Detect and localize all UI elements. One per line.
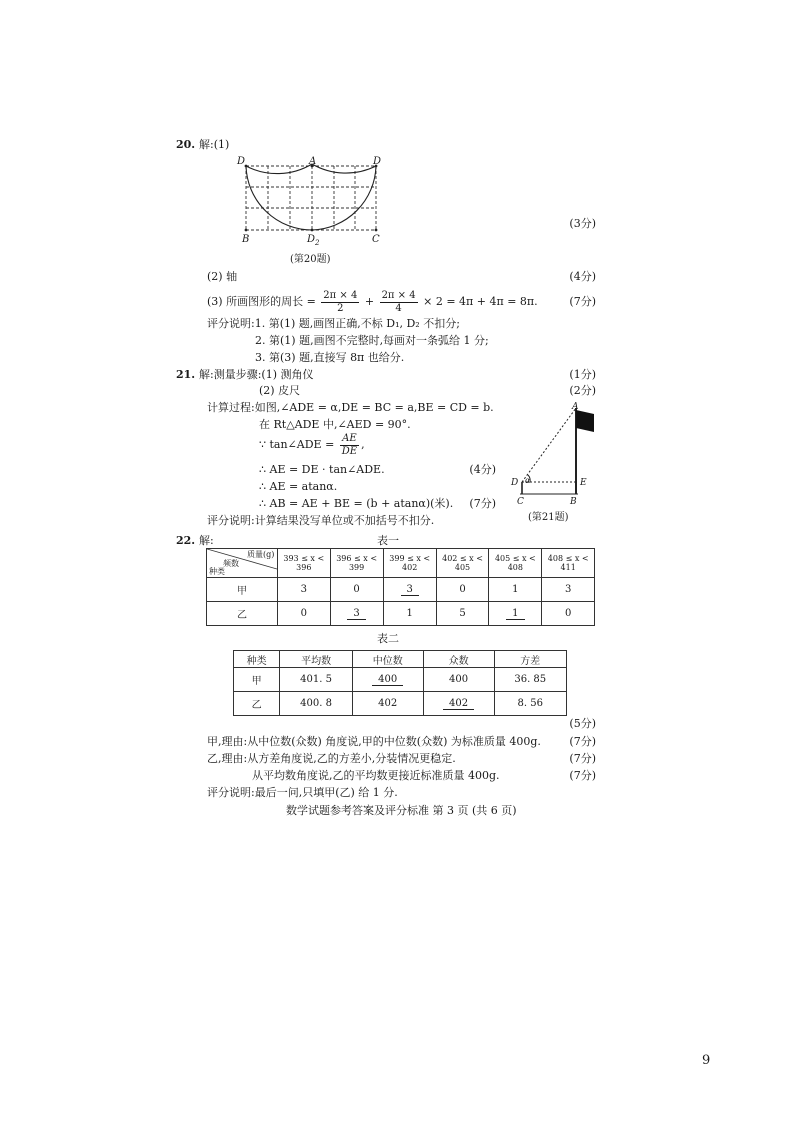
frequency-table [206,548,595,626]
table-row [234,668,567,692]
q21-calc-1: 计算过程:如图,∠ADE = α,DE = BC = a,BE = CD = b. [207,401,494,414]
q22-score-r2: (7分) [569,752,596,765]
table-cell: 0 [542,602,595,626]
statistics-table [233,650,567,716]
q20-score-2: (4分) [569,270,596,283]
q20-note-1: 评分说明:1. 第(1) 题,画图正确,不标 D₁, D₂ 不扣分; [207,317,460,330]
table1-col-6: 408 ≤ x < 411 [542,549,595,578]
q20-label-d-left: D [237,156,246,167]
table1-col-3: 399 ≤ x < 402 [383,549,436,578]
q22-number: 22. [176,534,196,547]
page-number: 9 [702,1053,711,1068]
q21-label-d: D [511,478,519,488]
q22-lead: 解: [199,534,214,547]
q20-score-3: (7分) [569,295,596,308]
q21-label-alpha: α [525,476,531,485]
q21-label-b: B [570,497,577,507]
q21-calc-5: ∴ AE = atanα. [259,480,338,493]
table1-col-5: 405 ≤ x < 408 [489,549,542,578]
q20-number: 20. [176,138,196,151]
table1-row-label: 乙 [207,602,278,626]
q20-label-b: B [242,234,250,245]
table1-col-1: 393 ≤ x < 396 [278,549,331,578]
q21-calc-2: 在 Rt△ADE 中,∠AED = 90°. [259,418,411,431]
table-cell: 400. 8 [280,692,352,716]
q21-score-2: (2分) [569,384,596,397]
q21-calc-3: ∵ tan∠ADE = $\frac{AE}{DE}$ , [259,432,365,457]
q22-reason-2: 乙,理由:从方差角度说,乙的方差小,分装情况更稳定. [207,752,456,765]
table-cell: 0 [278,602,331,626]
table2-header: 平均数 [280,651,352,668]
q21-fraction: $\frac{AE}{DE}$ [341,432,358,457]
table-row [207,602,595,626]
q21-label-a: A [572,402,579,412]
q20-fraction-2: $\frac{2\pi \times 4}{4}$ [381,289,416,314]
q20-part3: (3) 所画图形的周长 = $\frac{2\pi \times 4}{2}$ + $\frac{2\pi \times 4}{4}$ × 2 = 4π + 4π = 8π. [207,289,538,314]
table-cell: 8. 56 [494,692,566,716]
q22-score-tables: (5分) [569,717,596,730]
q20-label-a: A [309,156,317,167]
q20-label-d2: $D_2$ [307,234,320,247]
q20-score-1: (3分) [569,217,596,230]
table-cell: 乙 [234,692,280,716]
table-cell: 0 [330,578,383,602]
table-cell: 5 [436,602,489,626]
q20-figure-caption: (第20题) [290,254,331,265]
q21-score-4: (4分) [469,463,496,476]
table2-header: 方差 [494,651,566,668]
table-cell: 400 [423,668,494,692]
table-cell: 1 [383,602,436,626]
table-cell: 0 [436,578,489,602]
q20-part2: (2) 轴 [207,270,238,283]
q22-score-r3: (7分) [569,769,596,782]
table1-title: 表一 [377,534,399,547]
table-cell: 1 [489,602,542,626]
table-cell: 402 [423,692,494,716]
q20-label-d-right: D [373,156,382,167]
table2-header: 中位数 [352,651,423,668]
table2-header: 众数 [423,651,494,668]
page-footer: 数学试题参考答案及评分标准 第 3 页 (共 6 页) [286,804,517,817]
q21-note: 评分说明:计算结果没写单位或不加括号不扣分. [207,514,435,527]
table2-header: 种类 [234,651,280,668]
table1-header-top: 质量(g) [247,550,275,559]
table1-row-label: 甲 [207,578,278,602]
q20-note-3: 3. 第(3) 题,直接写 8π 也给分. [255,351,405,364]
q20-note-2: 2. 第(1) 题,画图不完整时,每画对一条弧给 1 分; [255,334,489,347]
q22-reason-1: 甲,理由:从中位数(众数) 角度说,甲的中位数(众数) 为标准质量 400g. [207,735,541,748]
table-cell: 3 [542,578,595,602]
q21-number: 21. [176,368,196,381]
table1-col-2: 396 ≤ x < 399 [330,549,383,578]
q21-score-1: (1分) [569,368,596,381]
q21-calc-4: ∴ AE = DE · tan∠ADE. [259,463,385,476]
table2-title: 表二 [377,632,399,645]
q21-label-e: E [580,478,587,488]
table1-header-bottom: 种类 [209,567,225,576]
q21-step-2: (2) 皮尺 [259,384,301,397]
table1-col-4: 402 ≤ x < 405 [436,549,489,578]
q21-figure-caption: (第21题) [528,512,569,523]
table-cell: 3 [383,578,436,602]
table1-corner-header [207,549,278,578]
q20-lead: 解:(1) [199,138,230,151]
q21-figure [508,398,600,510]
table-cell: 3 [278,578,331,602]
q22-score-r1: (7分) [569,735,596,748]
table-cell: 36. 85 [494,668,566,692]
q22-reason-3: 从平均数角度说,乙的平均数更接近标准质量 400g. [252,769,500,782]
table-row [234,692,567,716]
q21-score-6: (7分) [469,497,496,510]
table-cell: 400 [352,668,423,692]
table-cell: 3 [330,602,383,626]
q21-calc-6: ∴ AB = AE + BE = (b + atanα)(米). [259,497,454,510]
q21-label-c: C [517,497,524,507]
table-cell: 402 [352,692,423,716]
table-row [207,578,595,602]
table1-header-mid: 频数 [223,559,239,568]
q21-lead: 解:测量步骤:(1) 测角仪 [199,368,314,381]
table-cell: 401. 5 [280,668,352,692]
q20-label-c: C [372,234,380,245]
q22-note: 评分说明:最后一问,只填甲(乙) 给 1 分. [207,786,398,799]
q20-fraction-1: $\frac{2\pi \times 4}{2}$ [323,289,358,314]
table-cell: 甲 [234,668,280,692]
table-cell: 1 [489,578,542,602]
